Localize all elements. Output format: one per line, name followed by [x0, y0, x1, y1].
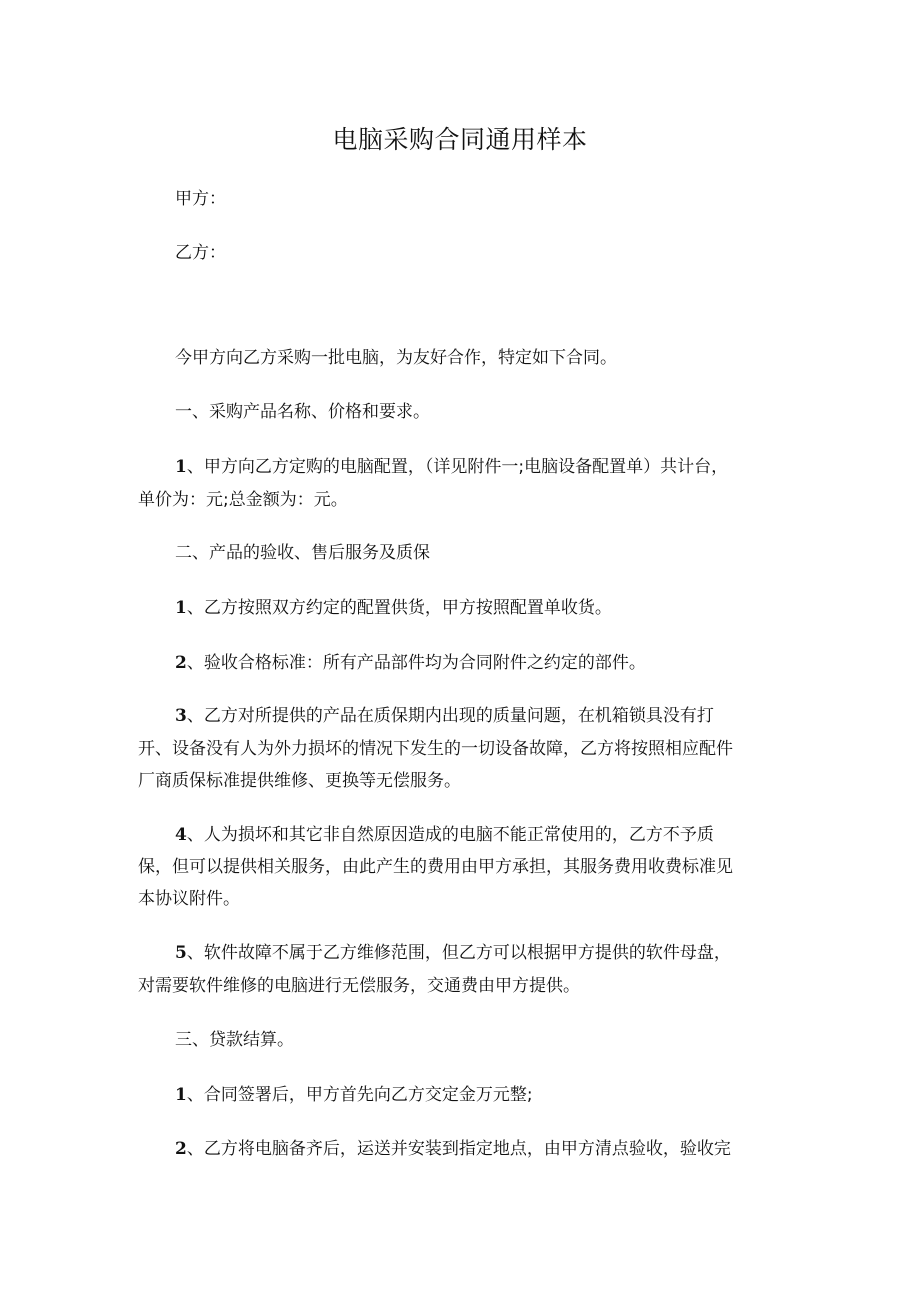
clause-text: 、人为损坏和其它非自然原因造成的电脑不能正常使用的，乙方不予质: [186, 825, 714, 845]
clause-line: [175, 1138, 731, 1160]
clause-text: 、甲方向乙方定购的电脑配置，（详见附件一;电脑设备配置单）共计台，: [186, 457, 729, 477]
clause-text: 、验收合格标准：所有产品部件均为合同附件之约定的部件。: [186, 653, 646, 673]
clause-text: 、乙方将电脑备齐后，运送并安装到指定地点，由甲方清点验收，验收完: [186, 1139, 731, 1159]
clause-number: 1: [175, 598, 187, 618]
clause-line: [175, 456, 728, 478]
clause-line: [175, 652, 646, 674]
party-a-label: 甲方：: [175, 189, 226, 209]
clause-text: 、乙方对所提供的产品在质保期内出现的质量问题，在机箱锁具没有打: [186, 706, 714, 726]
clause-text: 、软件故障不属于乙方维修范围，但乙方可以根据甲方提供的软件母盘，: [186, 943, 731, 963]
clause-number: 2: [175, 1139, 187, 1159]
clause-line: 对需要软件维修的电脑进行无偿服务，交通费由甲方提供。: [138, 976, 580, 996]
section-heading: 一、采购产品名称、价格和要求。: [175, 402, 430, 422]
clause-number: 1: [175, 1085, 187, 1105]
clause-number: 2: [175, 653, 187, 673]
clause-text: 、乙方按照双方约定的配置供货，甲方按照配置单收货。: [186, 598, 612, 618]
section-heading: 三、贷款结算。: [175, 1030, 294, 1050]
clause-number: 1: [175, 457, 187, 477]
clause-line: [175, 1084, 533, 1106]
clause-line: 保，但可以提供相关服务，由此产生的费用由甲方承担，其服务费用收费标准见: [138, 857, 733, 877]
clause-number: 3: [175, 706, 187, 726]
clause-number: 4: [175, 825, 187, 845]
clause-line: [175, 705, 714, 727]
clause-line: 厂商质保标准提供维修、更换等无偿服务。: [138, 771, 461, 791]
clause-line: 单价为：元;总金额为：元。: [138, 490, 348, 510]
document-title: 电脑采购合同通用样本: [332, 125, 588, 154]
clause-number: 5: [175, 943, 187, 963]
intro-paragraph: 今甲方向乙方采购一批电脑，为友好合作，特定如下合同。: [175, 348, 617, 368]
clause-line: [175, 942, 731, 964]
clause-line: [175, 824, 714, 846]
clause-line: [175, 597, 612, 619]
clause-line: 本协议附件。: [138, 889, 240, 909]
section-heading: 二、产品的验收、售后服务及质保: [175, 543, 430, 563]
clause-line: 开、设备没有人为外力损坏的情况下发生的一切设备故障，乙方将按照相应配件: [138, 739, 733, 759]
party-b-label: 乙方：: [175, 243, 226, 263]
clause-text: 、合同签署后，甲方首先向乙方交定金万元整;: [186, 1085, 533, 1105]
